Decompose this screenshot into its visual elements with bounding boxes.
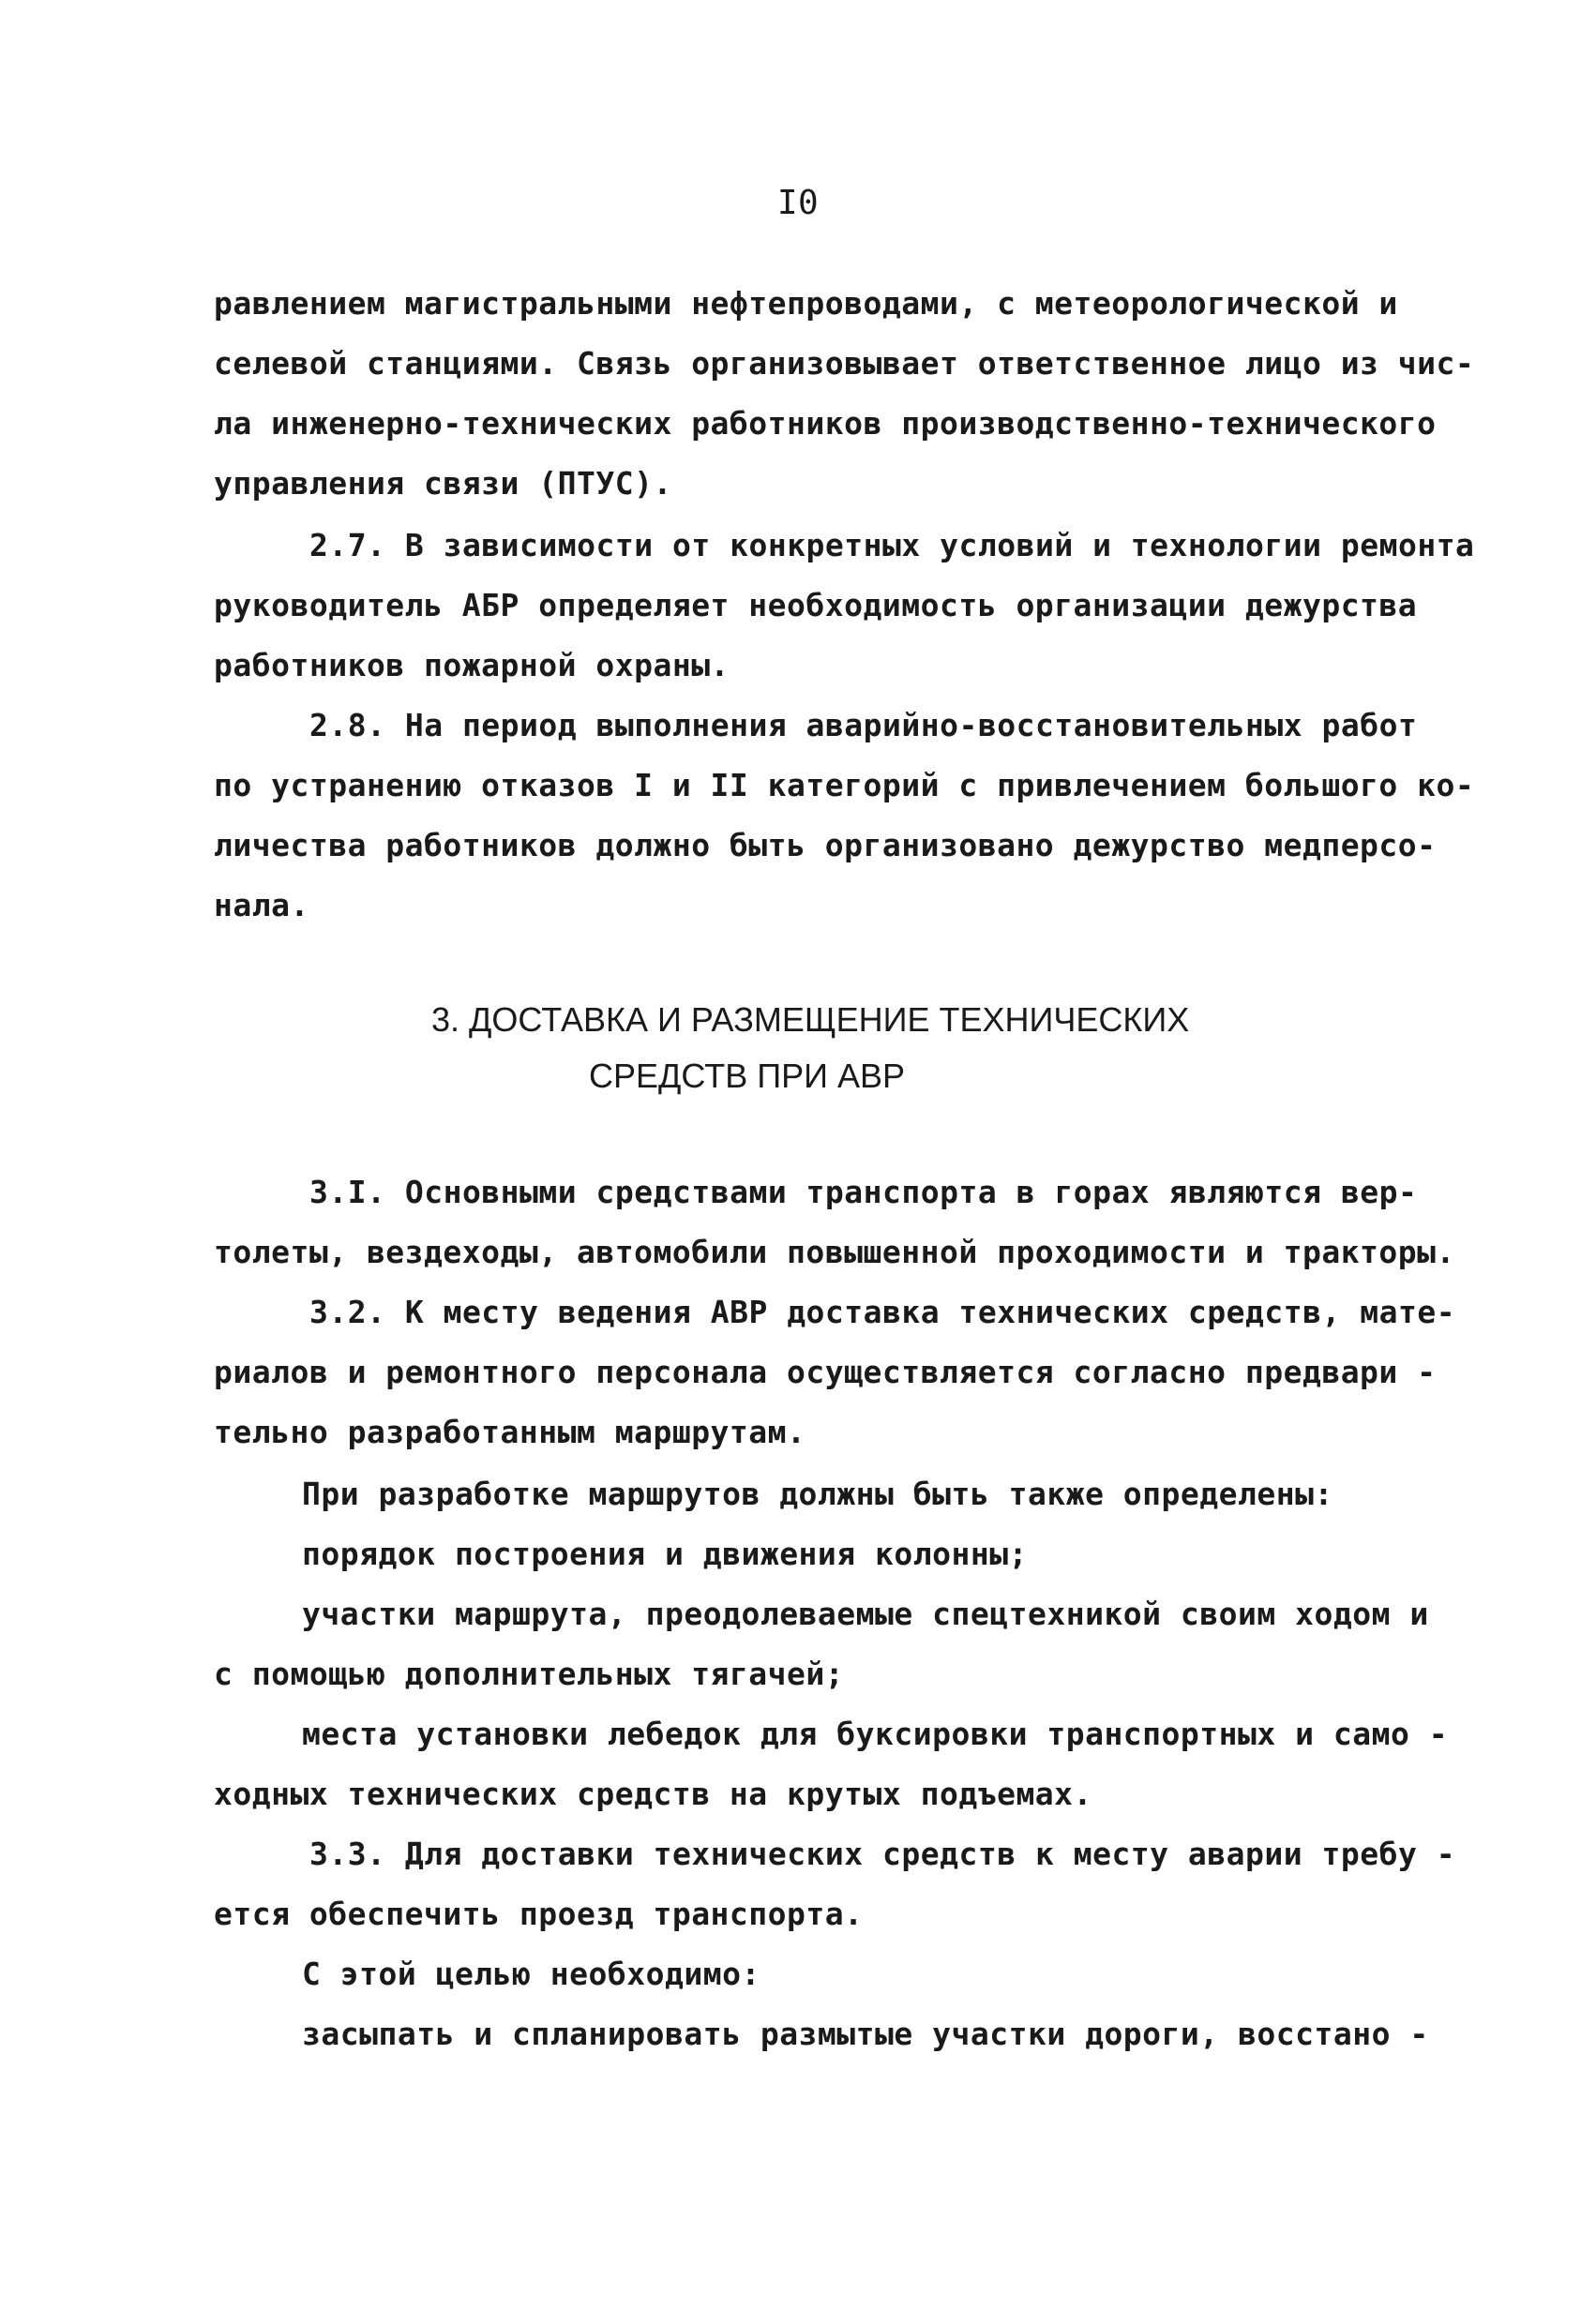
page-number: I0 <box>776 184 820 222</box>
paragraph-3-3-purpose: С этой целью необходимо: <box>302 1956 760 1992</box>
paragraph-2-7-line: руководитель АБР определяет необходимость организации дежурства <box>214 587 1418 623</box>
text-line: управления связи (ПТУС). <box>214 465 672 502</box>
paragraph-3-3-line: 3.3. Для доставки технических средств к месту аварии требу - <box>309 1836 1456 1872</box>
paragraph-2-8-line: нала. <box>214 887 309 923</box>
section-heading-line2: СРЕДСТВ ПРИ АВР <box>589 1057 906 1095</box>
section-heading-line1: 3. ДОСТАВКА И РАЗМЕЩЕНИЕ ТЕХНИЧЕСКИХ <box>431 1000 1190 1039</box>
text-line: селевой станциями. Связь организовывает ответственное лицо из чис- <box>214 345 1475 382</box>
paragraph-2-8-line: по устранению отказов I и II категорий с привлечением большого ко- <box>214 767 1475 803</box>
routes-item-2-line: с помощью дополнительных тягачей; <box>214 1656 845 1692</box>
paragraph-2-8-line: 2.8. На период выполнения аварийно-восстановительных работ <box>309 707 1418 743</box>
paragraph-3-1-line: 3.I. Основными средствами транспорта в горах являются вер- <box>309 1174 1418 1210</box>
paragraph-2-8-line: личества работников должно быть организовано дежурство медперсо- <box>214 827 1437 863</box>
paragraph-3-3-line: ется обеспечить проезд транспорта. <box>214 1896 864 1932</box>
paragraph-3-3-last-line: засыпать и спланировать размытые участки дороги, восстано - <box>302 2016 1429 2052</box>
paragraph-3-2-line: риалов и ремонтного персонала осуществляется согласно предвари - <box>214 1354 1437 1390</box>
routes-item-1: порядок построения и движения колонны; <box>302 1536 1028 1572</box>
paragraph-3-1-line: толеты, вездеходы, автомобили повышенной проходимости и тракторы. <box>214 1234 1455 1270</box>
paragraph-2-7-line: работников пожарной охраны. <box>214 647 730 683</box>
text-line: ла инженерно-технических работников производственно-технического <box>214 405 1437 442</box>
routes-item-3-line: места установки лебедок для буксировки транспортных и само - <box>302 1716 1449 1752</box>
paragraph-3-2-line: тельно разработанным маршрутам. <box>214 1414 806 1450</box>
routes-intro: При разработке маршрутов должны быть также определены: <box>302 1476 1333 1512</box>
paragraph-2-7-line: 2.7. В зависимости от конкретных условий и технологии ремонта <box>309 527 1475 563</box>
paragraph-3-2-line: 3.2. К месту ведения АВР доставка технических средств, мате- <box>309 1294 1456 1330</box>
routes-item-3-line: ходных технических средств на крутых подъемах. <box>214 1776 1092 1812</box>
text-line: равлением магистральными нефтепроводами, с метеорологической и <box>214 285 1398 322</box>
routes-item-2-line: участки маршрута, преодолеваемые спецтехникой своим ходом и <box>302 1596 1429 1632</box>
